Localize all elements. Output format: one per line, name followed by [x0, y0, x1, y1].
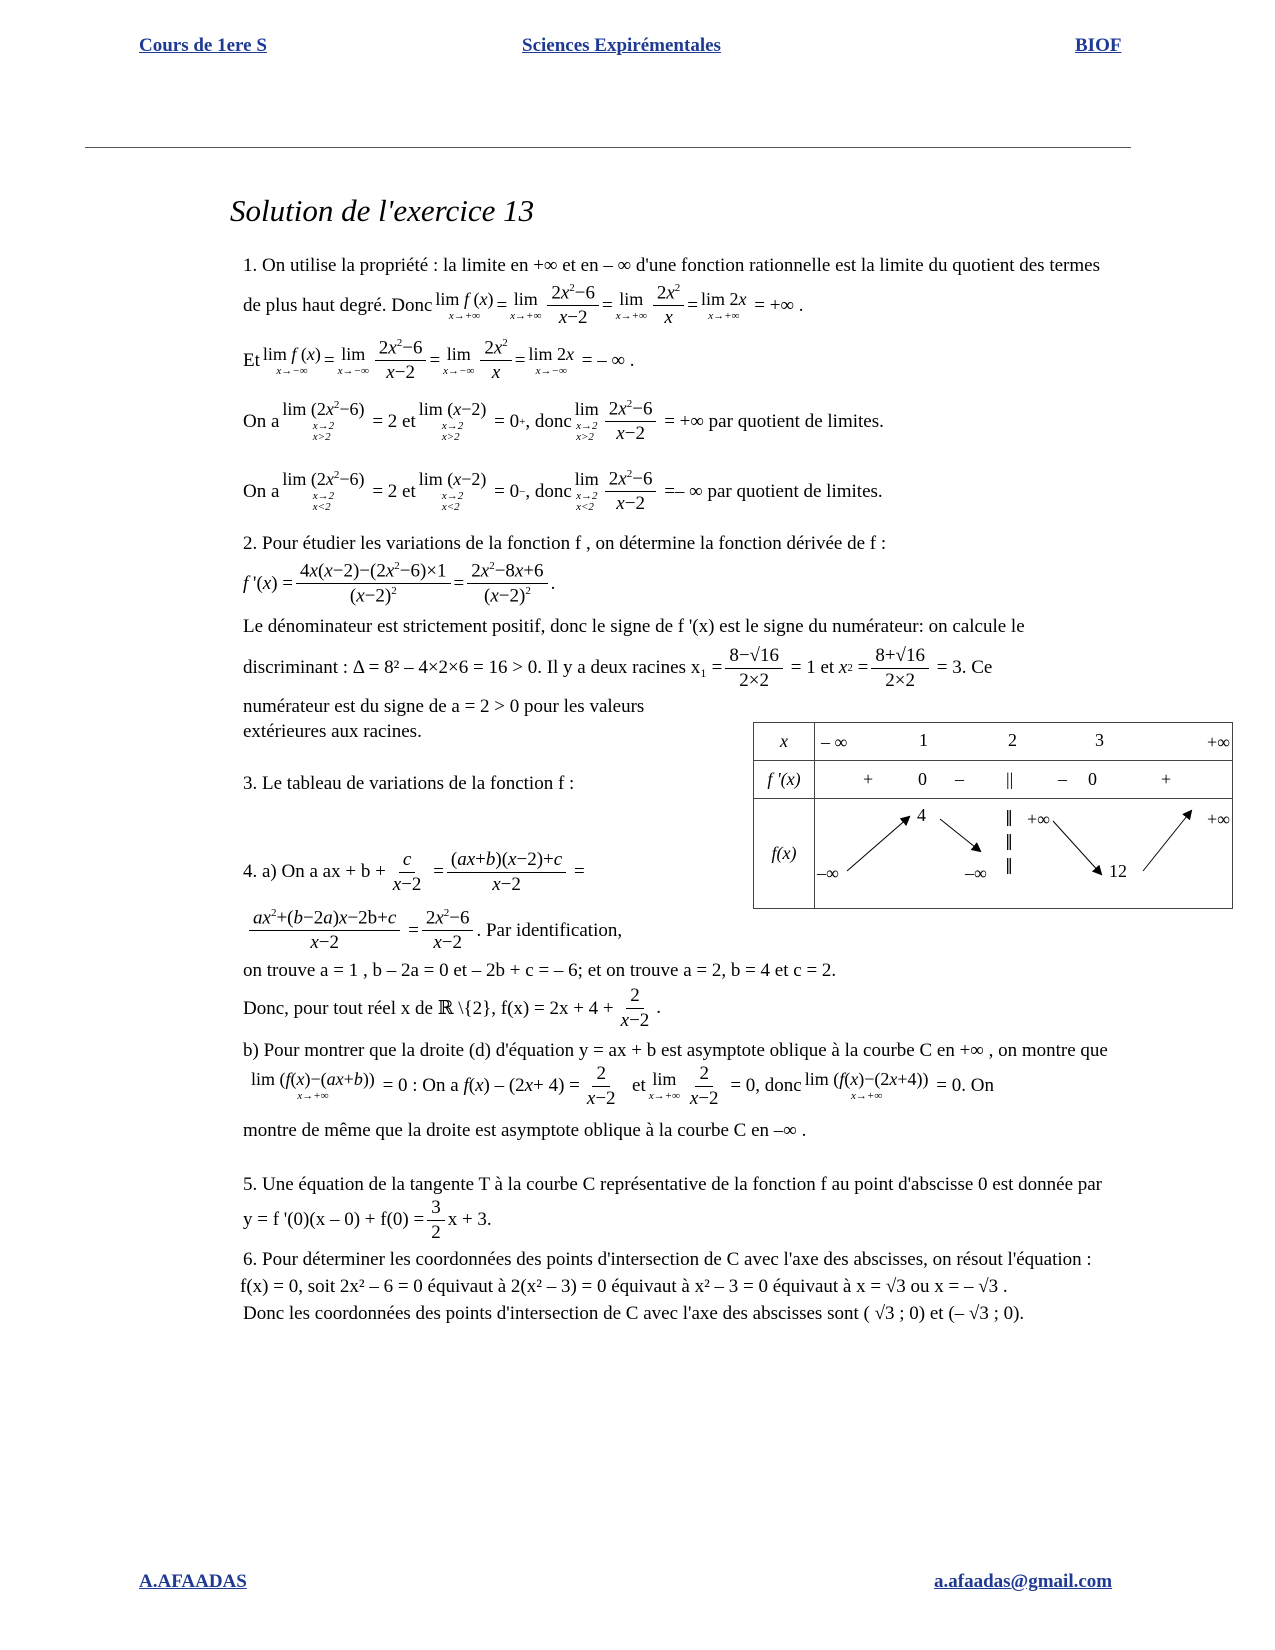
sign-1: +	[863, 769, 874, 789]
bar-1: ‖	[1005, 807, 1013, 826]
sign-4: +	[1161, 769, 1172, 789]
x-values-cell	[815, 723, 1233, 761]
x-plus-infinity: +∞	[1207, 732, 1230, 752]
f-max-4: 4	[917, 805, 926, 825]
sec4-donc: Donc, pour tout réel x de ℝ \{2}, f(x) = 2x + 4 +	[243, 997, 614, 1019]
sec1-limit-left-of-2: On a $\lim (2x^2-6)$ x→2 x<2 = 2 et lim (x−2) x→2 x<2 = 0 − , donc lim x→2 x<2 $\frac{2x^2-6}{x-2}$ =– ∞ par quotient de limites.	[243, 468, 883, 515]
sec4b-asymptote: lim (f(x)−(ax+b)) x→+∞ = 0 : On a f ( x ) – (2 x + 4) = $\frac{2}{x-2}$ et lim x→+∞ $\frac{2}{x-2}$ = 0, donc lim (f(x)−(2x+4)) x→+∞ = 0. On	[251, 1063, 994, 1109]
sec1-intro: 1. On utilise la propriété : la limite en +∞ et en – ∞ d'une fonction rationnelle est la limite du quotient des termes	[243, 255, 1100, 276]
sec4-coefficients: on trouve a = 1 , b – 2a = 0 et – 2b + c = – 6; et on trouve a = 2, b = 4 et c = 2.	[243, 960, 837, 981]
header-subject[interactable]: Sciences Expirémentales	[522, 35, 721, 56]
sec5-tangent: y = f '(0)(x – 0) + f(0) = $\frac{3}{2}$ x + 3.	[243, 1197, 492, 1243]
sec5-equation: y = f '(0)(x – 0) + f(0) =	[243, 1209, 425, 1231]
sec2-numerator-sign: numérateur est du signe de a = 2 > 0 pour les valeurs	[243, 696, 645, 717]
sign-zero-1: 0	[918, 769, 927, 789]
arrow-decreasing-1	[940, 819, 980, 851]
sec3-intro: 3. Le tableau de variations de la fonction f :	[243, 773, 575, 794]
f-minus-infinity-left: –∞	[817, 863, 839, 883]
sec1-on-a-2: On a	[243, 480, 280, 502]
sign-double-bar: ||	[1006, 769, 1014, 789]
x-minus-infinity: – ∞	[821, 732, 848, 752]
arrow-increasing-2	[1143, 811, 1191, 871]
variation-row	[815, 799, 1233, 909]
row-label-derivative: f '(x)	[754, 761, 815, 799]
sign-3: –	[1058, 769, 1067, 789]
x-root-1: 1	[919, 730, 928, 750]
sec1-donc: de plus haut degré. Donc	[243, 294, 433, 316]
sec4b-conclusion: montre de même que la droite est asymptote oblique à la courbe C en –∞ .	[243, 1120, 807, 1141]
sec2-intro: 2. Pour étudier les variations de la fonction f , on détermine la fonction dérivée de f :	[243, 533, 887, 554]
footer-email[interactable]: a.afaadas@gmail.com	[934, 1571, 1113, 1592]
sign-row	[815, 761, 1233, 799]
sec1-et: Et	[243, 349, 260, 371]
bar-2: ‖	[1005, 831, 1013, 850]
sec6-solve: f(x) = 0, soit 2x² – 6 = 0 équivaut à 2(x² – 3) = 0 équivaut à x² – 3 = 0 équivaut à x = √3 ou x = – √3 .	[240, 1276, 1008, 1297]
sign-zero-2: 0	[1088, 769, 1097, 789]
sec4b-intro: b) Pour montrer que la droite (d) d'équation y = ax + b est asymptote oblique à la courbe C en +∞ , on montre que	[243, 1040, 1108, 1061]
x-forbidden-2: 2	[1008, 730, 1017, 750]
sec5-intro: 5. Une équation de la tangente T à la courbe C représentative de la fonction f au point d'abscisse 0 est donnée par	[243, 1174, 1103, 1195]
f-plus-infinity-right: +∞	[1207, 809, 1230, 829]
sec1-limit-plus: de plus haut degré. Donc lim f (x) x→+∞ = lim x→+∞ $\frac{2x^2-6}{x-2}$ = lim x→+∞ $\frac{2x^2}{x}$ = lim 2x x→+∞ = +∞ .	[243, 282, 804, 329]
forbidden-value-bars	[1005, 807, 1013, 874]
row-label-x: x	[754, 723, 815, 761]
variation-table	[753, 722, 1233, 909]
footer-author[interactable]: A.AFAADAS	[139, 1571, 247, 1592]
row-label-f: f(x)	[754, 799, 815, 909]
sec1-limit-right-of-2: On a $\lim (2x^2-6)$ x→2 x>2 = 2 et lim (x−2) x→2 x>2 = 0 + , donc lim x→2 x>2 $\frac{2x^2-6}{x-2}$ = +∞ par quotient de limites.	[243, 398, 884, 445]
sec1-limit-minus: Et lim f (x) x→−∞ = lim x→−∞ $\frac{2x^2-6}{x-2}$ = lim x→−∞ $\frac{2x^2}{x}$ = lim 2x x→−∞ = – ∞ .	[243, 337, 635, 384]
sec5-equation-end: x + 3.	[447, 1209, 492, 1231]
sec4-f-expression: Donc, pour tout réel x de ℝ \{2}, f(x) = 2x + 4 + $\frac{2}{x-2}$ .	[243, 985, 662, 1031]
bar-3: ‖	[1005, 855, 1013, 874]
sec2-sign: Le dénominateur est strictement positif, donc le signe de f '(x) est le signe du numérateur: on calcule le	[243, 616, 1025, 637]
page-title: Solution de l'exercice 13	[230, 193, 535, 228]
variation-arrows	[815, 799, 1235, 907]
sec2-exterior: extérieures aux racines.	[243, 721, 422, 742]
sec2-derivative: f '( x ) = $\frac{4x(x-2)-(2x^2-6)\times 1}{(x-2)^2}$ = $\frac{2x^2-8x+6}{(x-2)^2}$ .	[243, 560, 556, 607]
f-min-12: 12	[1109, 861, 1127, 881]
f-minus-infinity-at-2: –∞	[965, 863, 987, 883]
x-root-3: 3	[1095, 730, 1104, 750]
header-rule	[85, 147, 1131, 148]
header-course[interactable]: Cours de 1ere S	[139, 35, 267, 56]
sign-2: –	[955, 769, 964, 789]
sec4-identification: . Par identification,	[476, 919, 623, 941]
sec6-conclusion: Donc les coordonnées des points d'intersection de C avec l'axe des abscisses sont ( √3 ; 0) et (– √3 ; 0).	[243, 1303, 1025, 1324]
header-track[interactable]: BIOF	[1075, 35, 1122, 56]
sec4-identity-line2: $\frac{ax^2+(b-2a)x-2b+c}{x-2}$ = $\frac{2x^2-6}{x-2}$ . Par identification,	[246, 907, 622, 954]
arrow-increasing-1	[847, 817, 909, 871]
arrow-decreasing-2	[1053, 821, 1101, 874]
sec1-on-a-1: On a	[243, 410, 280, 432]
sec2-roots: discriminant : Δ = 8² – 4×2×6 = 16 > 0. Il y a deux racines x₁ = $\frac{8-√16}{2\times 2}$ = 1 et x 2 = $\frac{8+√16}{2\times 2}$ = 3. Ce	[243, 645, 993, 691]
sec2-discriminant: discriminant : Δ = 8² – 4×2×6 = 16 > 0. Il y a deux racines x₁ =	[243, 657, 723, 679]
sec4-identity-line1: 4. a) On a ax + b + $\frac{c}{x-2}$ = $\frac{(ax+b)(x-2)+c}{x-2}$ =	[243, 849, 585, 895]
sec6-intro: 6. Pour déterminer les coordonnées des points d'intersection de C avec l'axe des abscisses, on résout l'équation :	[243, 1249, 1092, 1270]
sec4-on-a: 4. a) On a ax + b +	[243, 861, 386, 883]
f-plus-infinity-at-2: +∞	[1027, 809, 1050, 829]
